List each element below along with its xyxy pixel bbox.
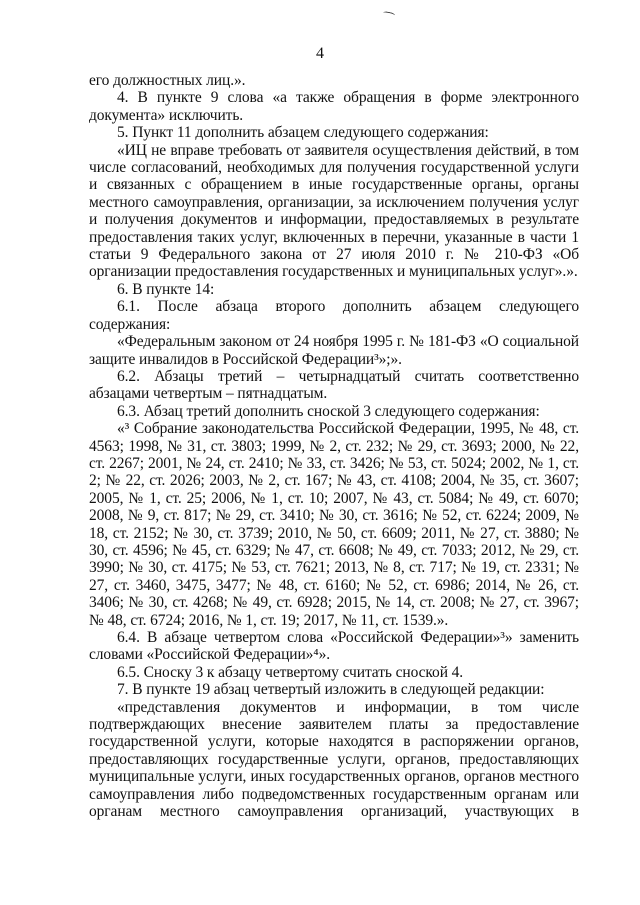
paragraph-3: 5. Пункт 11 дополнить абзацем следующего содержания: [117, 124, 489, 142]
paragraph-11: 6.4. В абзаце четвертом слова «Российской Федерации»³» заменить словами «Российской Федерации»⁴». [89, 629, 579, 664]
paragraph-13: 7. В пункте 19 абзац четвертый изложить в следующей редакции: [117, 681, 545, 699]
paragraph-7: «Федеральным законом от 24 ноября 1995 г. № 181-ФЗ «О социальной защите инвалидов в Российской Федерации³»;». [89, 333, 579, 368]
page-number: 4 [316, 45, 324, 62]
paragraph-8: 6.2. Абзацы третий – четырнадцатый считать соответственно абзацами четвертым – пятнадцатым. [89, 367, 579, 403]
paragraph-14: «представления документов и информации, в том числе подтверждающих внесение заявителем платы за предоставление государственной услуги, которые находятся в распоряжении органов, предоставляющих государственные услуги, органов, предоставляющих муниципальные услуги, иных государственных органов, органов местного самоуправления либо подведомственных государственным органам или органам местного самоуправления организаций, участвующих в [89, 698, 579, 821]
paragraph-2: 4. В пункте 9 слова «а также обращения в форме электронного документа» исключить. [89, 89, 579, 124]
paragraph-1: его должностных лиц.». [89, 72, 246, 89]
paragraph-9: 6.3. Абзац третий дополнить сноской 3 следующего содержания: [117, 402, 540, 420]
scan-mark [383, 11, 396, 17]
paragraph-6: 6.1. После абзаца второго дополнить абзацем следующего содержания: [89, 298, 579, 333]
paragraph-4: «ИЦ не вправе требовать от заявителя осуществления действий, в том числе согласований, необходимых для получения государственной услуги и связанных с обращением в иные государственные органы, органы местного самоуправления, организации, за исключением получения услуг и получения документов и информации, предоставляемых в результате предоставления таких услуг, включенных в перечни, указанные в части 1 статьи 9 Федерального закона от 27 июля 2010 г. № 210-ФЗ «Об организации предоставления государственных и муниципальных услуг».». [89, 141, 579, 281]
paragraph-12: 6.5. Сноску 3 к абзацу четвертому считать сноской 4. [117, 663, 464, 681]
footnote-paragraph: «³ Собрание законодательства Российской Федерации, 1995, № 48, ст. 4563; 1998, № 31, ст. 3803; 1999, № 2, ст. 232; № 29, ст. 3693; 2000, № 22, ст. 2267; 2001, № 24, ст. 2410; № 33, ст. 3426; № 53, ст. 5024; 2002, № 1, ст. 2; № 22, ст. 2026; 2003, № 2, ст. 167; № 43, ст. 4108; 2004, № 35, ст. 3607; 2005, № 1, ст. 25; 2006, № 1, ст. 10; 2007, № 43, ст. 5084; № 49, ст. 6070; 2008, № 9, ст. 817; № 29, ст. 3410; № 30, ст. 3616; № 52, ст. 6224; 2009, № 18, ст. 2152; № 30, ст. 3739; 2010, № 50, ст. 6609; 2011, № 27, ст. 3880; № 30, ст. 4596; № 45, ст. 6329; № 47, ст. 6608; № 49, ст. 7033; 2012, № 29, ст. 3990; № 30, ст. 4175; № 53, ст. 7621; 2013, № 8, ст. 717; № 19, ст. 2331; № 27, ст. 3460, 3475, 3477; № 48, ст. 6160; № 52, ст. 6986; 2014, № 26, ст. 3406; № 30, ст. 4268; № 49, ст. 6928; 2015, № 14, ст. 2008; № 27, ст. 3967; № 48, ст. 6724; 2016, № 1, ст. 19; 2017, № 11, ст. 1539.». [89, 420, 579, 629]
paragraph-5: 6. В пункте 14: [117, 280, 215, 298]
document-body [89, 72, 579, 820]
